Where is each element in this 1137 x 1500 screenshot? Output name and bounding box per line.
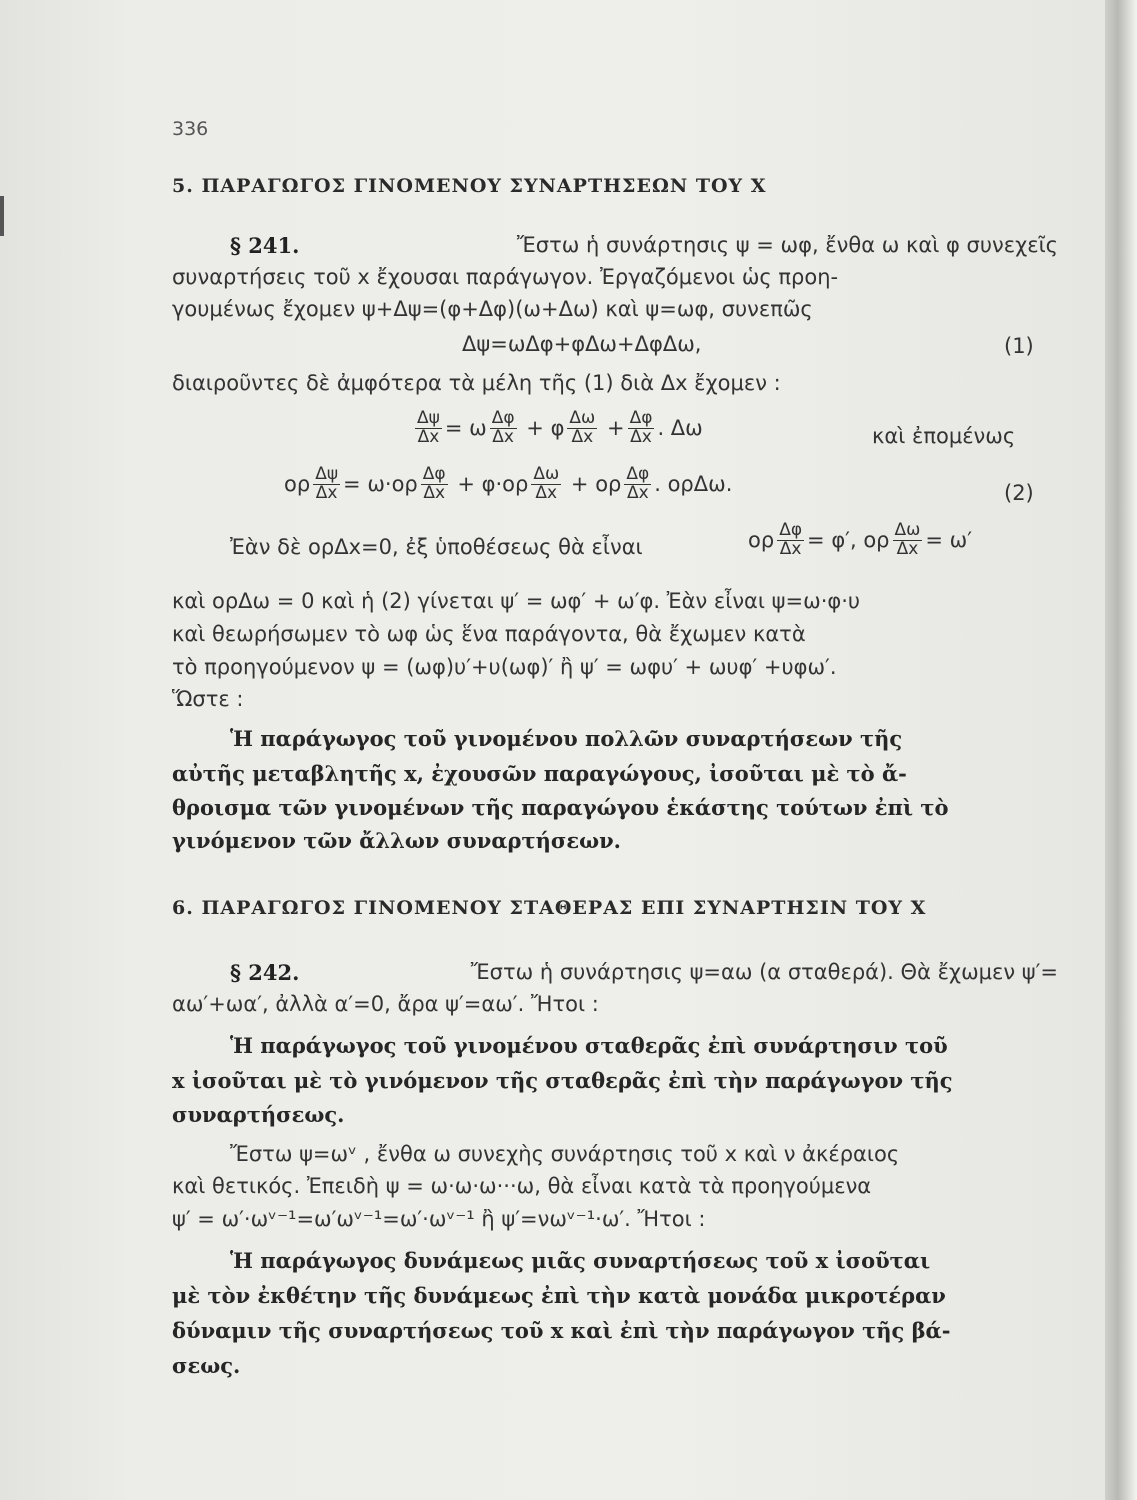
fraction-domega-dx: $\frac{\Delta\omega}{\Delta x}$ [569,408,596,447]
s241-line-1 [172,235,1058,257]
section-5-heading: 5. ΠΑΡΑΓΩΓΟΣ ΓΙΝΟΜΕΝΟΥ ΣΥΝΑΡΤΗΣΕΩΝ ΤΟΥ Χ [172,175,767,197]
s242-line-1 [172,962,1058,984]
page-number: 336 [172,118,209,140]
fraction-equation-1: $\frac{\Delta\psi}{\Delta x}$ = ω $\frac{\Delta\varphi}{\Delta x}$ + φ $\frac{\Delta\omega}{\Delta x}$ + $\frac{\Delta\varphi}{\Delta x}$ . Δω [417,408,703,447]
equation-2-number: (2) [1004,481,1034,505]
rule-3-line-4: σεως. [172,1353,241,1378]
fraction-dpsi-dx: $\frac{\Delta\psi}{\Delta x}$ [417,408,440,447]
rule-1-line-3: θροισμα τῶν γινομένων τῆς παραγώγου ἑκάστης τούτων ἐπὶ τὸ [172,795,949,820]
rule-3-line-2: μὲ τὸν ἐκθέτην τῆς δυνάμεως ἐπὶ τὴν κατὰ μονάδα μικροτέραν [172,1283,946,1308]
power-line-2: καὶ θετικός. Ἐπειδὴ ψ = ω·ω·ω···ω, θὰ εἶναι κατὰ τὰ προηγούμενα [172,1174,872,1198]
if-limit-line-text: Ἐὰν δὲ ορΔx=0, ἐξ ὑποθέσεως θὰ εἶναι [230,535,643,559]
fraction-equation-2: ορ $\frac{\Delta\psi}{\Delta x}$ = ω·ορ $\frac{\Delta\varphi}{\Delta x}$ + φ·ορ $\frac{\Delta\omega}{\Delta x}$ + ορ $\frac{\Delta\varphi}{\Delta x}$ . ορΔω. [284,464,733,503]
section-6-heading: 6. ΠΑΡΑΓΩΓΟΣ ΓΙΝΟΜΕΝΟΥ ΣΤΑΘΕΡΑΣ ΕΠΙ ΣΥΝΑΡΤΗΣΙΝ ΤΟΥ Χ [172,897,927,919]
equation-1-number: (1) [1004,334,1034,358]
fraction-dphi-dx: $\frac{\Delta\varphi}{\Delta x}$ [491,408,515,447]
s241-line-d: Ὥστε : [172,687,244,711]
power-line-3: ψ′ = ω′·ωᵛ⁻¹=ω′ωᵛ⁻¹=ω′·ωᵛ⁻¹ ἢ ψ′=νωᵛ⁻¹·ω′. Ἤτοι : [172,1207,706,1231]
s242-line-2: αω′+ωα′, ἀλλὰ α′=0, ἄρα ψ′=αω′. Ἤτοι : [172,992,599,1016]
equation-1: Δψ=ωΔφ+φΔω+ΔφΔω, [462,332,702,356]
rule-2-line-2: x ἰσοῦται μὲ τὸ γινόμενον τῆς σταθερᾶς ἐπὶ τὴν παράγωγον τῆς [172,1068,953,1093]
s241-line-2: συναρτήσεις τοῦ x ἔχουσαι παράγωγον. Ἐργαζόμενοι ὡς προη- [172,265,839,289]
rule-1-line-2: αὐτῆς μεταβλητῆς x, ἐχουσῶν παραγώγους, ἰσοῦται μὲ τὸ ἄ- [172,761,907,786]
paragraph-number-242: § 242. [230,960,300,985]
paragraph-number-241: § 241. [230,233,300,258]
s242-line-1-text: Ἔστω ἡ συνάρτησις ψ=αω (α σταθερά). Θὰ ἔχωμεν ψ′= [470,960,1058,984]
s241-line-3: γουμένως ἔχομεν ψ+Δψ=(φ+Δφ)(ω+Δω) καὶ ψ=ωφ, συνεπῶς [172,297,813,321]
book-spine [1105,0,1137,1500]
s241-line-1-text: Ἔστω ἡ συνάρτησις ψ = ωφ, ἔνθα ω καὶ φ συνεχεῖς [516,233,1058,257]
consequently-text: καὶ ἐπομένως [872,424,1016,448]
rule-3-line-1: Ἡ παράγωγος δυνάμεως μιᾶς συναρτήσεως τοῦ x ἰσοῦται [230,1248,931,1273]
s241-line-5: διαιροῦντες δὲ ἀμφότερα τὰ μέλη τῆς (1) διὰ Δx ἔχομεν : [172,371,781,395]
page-edge-mark [0,196,4,236]
fraction-dphi-dx-2: $\frac{\Delta\varphi}{\Delta x}$ [629,408,653,447]
s241-line-c: τὸ προηγούμενον ψ = (ωφ)υ′+υ(ωφ)′ ἢ ψ′ = ωφυ′ + ωυφ′ +υφω′. [172,655,837,679]
rule-1-line-4: γινόμενον τῶν ἄλλων συναρτήσεων. [172,828,621,853]
rule-3-line-3: δύναμιν τῆς συναρτήσεως τοῦ x καὶ ἐπὶ τὴν παράγωγον τῆς βά- [172,1318,951,1343]
power-line-1: Ἔστω ψ=ωᵛ , ἔνθα ω συνεχὴς συνάρτησις τοῦ x καὶ ν ἀκέραιος [230,1142,900,1166]
limit-results: ορ $\frac{\Delta\varphi}{\Delta x}$ = φ′, ορ $\frac{\Delta\omega}{\Delta x}$ = ω′ [748,520,973,559]
rule-1-line-1: Ἡ παράγωγος τοῦ γινομένου πολλῶν συναρτήσεων τῆς [230,726,903,751]
s241-line-a: καὶ ορΔω = 0 καὶ ἡ (2) γίνεται ψ′ = ωφ′ + ω′φ. Ἐὰν εἶναι ψ=ω·φ·υ [172,589,861,613]
rule-2-line-3: συναρτήσεως. [172,1102,345,1127]
rule-2-line-1: Ἡ παράγωγος τοῦ γινομένου σταθερᾶς ἐπὶ συνάρτησιν τοῦ [230,1033,948,1058]
s241-line-b: καὶ θεωρήσωμεν τὸ ωφ ὡς ἕνα παράγοντα, θὰ ἔχωμεν κατὰ [172,622,806,646]
